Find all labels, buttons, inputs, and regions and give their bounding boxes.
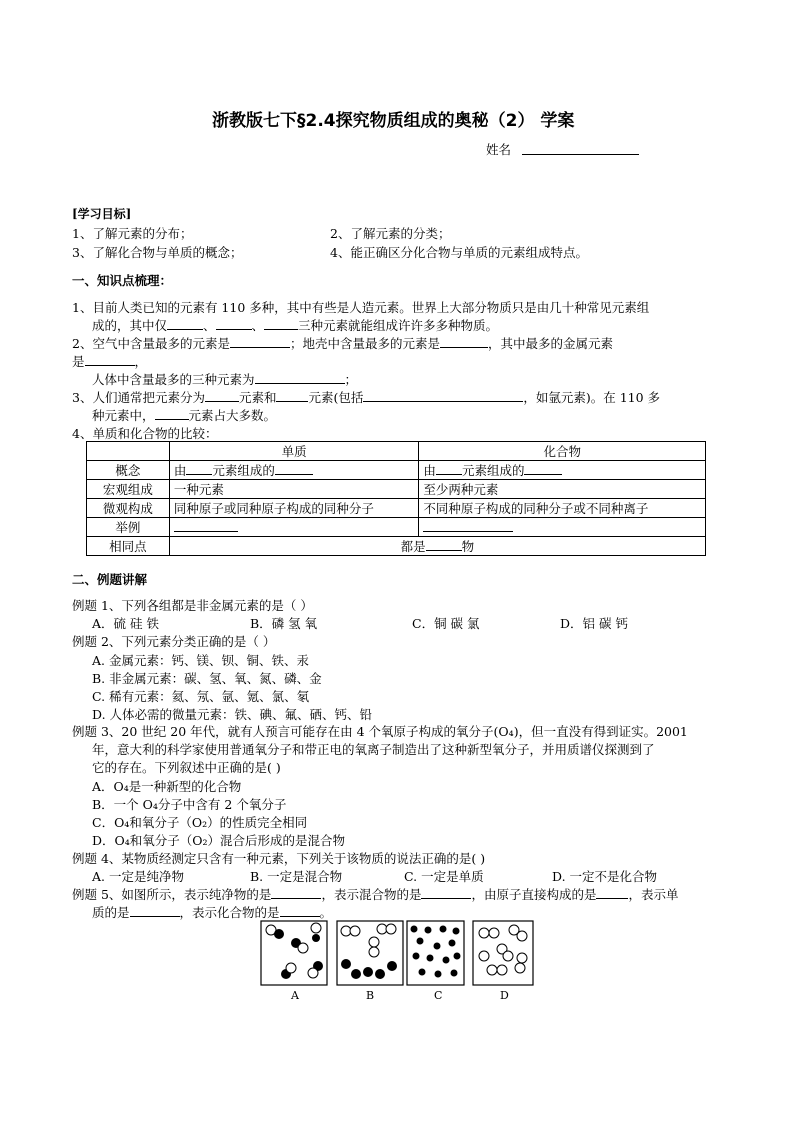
example-2-option-c[interactable]: C. 稀有元素：氦、氖、氩、氪、氯、氡 — [92, 689, 310, 704]
blank[interactable] — [363, 389, 523, 402]
table-header-cell — [87, 442, 170, 461]
row-label: 举例 — [87, 518, 170, 537]
example-3-option-b[interactable]: B．一个 O₄分子中含有 2 个氧分子 — [92, 797, 287, 812]
table-cell — [419, 518, 706, 537]
blank[interactable] — [271, 886, 321, 899]
example-1: 例题 1、下列各组都是非金属元素的是（ ） — [72, 598, 313, 613]
table-cell: 不同种原子构成的同种分子或不同种离子 — [419, 499, 706, 518]
blank[interactable] — [280, 904, 320, 917]
example-4-option-d[interactable]: D. 一定不是化合物 — [552, 869, 658, 884]
example-5-line1: 例题 5、如图所示，表示纯净物的是 ，表示混合物的是 ，由原子直接构成的是 ，表示单 — [72, 887, 679, 902]
q3-line1: 3、人们通常把元素分为 元素和 元素(包括 ，如氩元素)。在 110 多 — [72, 390, 661, 405]
example-2: 例题 2、下列元素分类正确的是（ ） — [72, 634, 276, 649]
blank[interactable] — [85, 353, 135, 366]
diagram-b — [337, 921, 403, 985]
example-2-option-d[interactable]: D. 人体必需的微量元素：铁、碘、氟、硒、钙、铅 — [92, 707, 373, 722]
row-label: 概念 — [87, 461, 170, 480]
q2-line1: 2、空气中含量最多的元素是 ；地壳中含量最多的元素是 ，其中最多的金属元素 — [72, 336, 613, 351]
page-title: 浙教版七下§2.4探究物质组成的奥秘（2） 学案 — [212, 111, 575, 131]
table-row — [87, 499, 706, 518]
example-4: 例题 4、某物质经测定只含有一种元素，下列关于该物质的说法正确的是( ) — [72, 851, 486, 866]
example-2-option-b[interactable]: B. 非金属元素：碳、氢、氧、氮、磷、金 — [92, 671, 322, 686]
particle-diagrams — [258, 918, 538, 1006]
q1-line2: 成的，其中仅 、 、 三种元素就能组成许许多多种物质。 — [92, 318, 499, 333]
table-row — [87, 537, 706, 556]
table-cell: 由 元素组成的 — [169, 461, 419, 480]
table-cell — [169, 518, 419, 537]
table-header-cell: 单质 — [169, 442, 419, 461]
blank[interactable] — [596, 886, 628, 899]
objectives-heading: [学习目标] — [72, 207, 132, 221]
blank[interactable] — [167, 317, 203, 330]
objective-1: 1、了解元素的分布； — [72, 226, 193, 241]
example-1-option-d[interactable]: D．铝 碳 钙 — [560, 616, 628, 631]
table-row — [87, 480, 706, 499]
blank[interactable] — [436, 462, 462, 475]
example-1-option-a[interactable]: A．硫 硅 铁 — [92, 616, 159, 631]
table-row — [87, 518, 706, 537]
table-cell: 都是 物 — [169, 537, 705, 556]
example-3-line3: 它的存在。下列叙述中正确的是( ) — [92, 760, 281, 775]
q2-line2: 是 ， — [72, 354, 148, 369]
row-label: 宏观组成 — [87, 480, 170, 499]
row-label: 微观构成 — [87, 499, 170, 518]
diagram-c — [407, 921, 464, 985]
name-field[interactable] — [522, 140, 639, 155]
example-4-option-c[interactable]: C. 一定是单质 — [404, 869, 484, 884]
blank[interactable] — [230, 335, 290, 348]
blank[interactable] — [216, 317, 252, 330]
example-3-option-d[interactable]: D．O₄和氧分子（O₂）混合后形成的是混合物 — [92, 833, 346, 848]
example-3-option-c[interactable]: C．O₄和氧分子（O₂）的性质完全相同 — [92, 815, 308, 830]
row-label: 相同点 — [87, 537, 170, 556]
q1-line1: 1、目前人类已知的元素有 110 多种，其中有些是人造元素。世界上大部分物质只是由几十种常见元素组 — [72, 300, 650, 315]
blank[interactable] — [255, 371, 345, 384]
example-5-line2: 质的是 ，表示化合物的是 。 — [92, 905, 333, 920]
blank[interactable] — [174, 519, 238, 532]
blank[interactable] — [276, 389, 308, 402]
q3-line2: 种元素中， 元素占大多数。 — [92, 408, 277, 423]
blank[interactable] — [440, 335, 488, 348]
blank[interactable] — [205, 389, 239, 402]
blank[interactable] — [155, 407, 189, 420]
table-cell: 至少两种元素 — [419, 480, 706, 499]
example-3-line1: 例题 3、20 世纪 20 年代，就有人预言可能存在由 4 个氧原子构成的氧分子(O₄)，但一直没有得到证实。2001 — [72, 724, 688, 739]
table-row — [87, 461, 706, 480]
blank[interactable] — [421, 886, 471, 899]
blank[interactable] — [130, 904, 180, 917]
table-cell: 同种原子或同种原子构成的同种分子 — [169, 499, 419, 518]
table-header-row — [87, 442, 706, 461]
objective-3: 3、了解化合物与单质的概念； — [72, 245, 243, 260]
example-4-option-b[interactable]: B. 一定是混合物 — [250, 869, 343, 884]
section1-heading: 一、知识点梳理： — [72, 273, 173, 288]
example-4-option-a[interactable]: A. 一定是纯净物 — [92, 869, 184, 884]
objective-2: 2、了解元素的分类； — [330, 226, 451, 241]
example-1-option-c[interactable]: C．铜 碳 氯 — [412, 616, 480, 631]
blank[interactable] — [524, 462, 562, 475]
objective-4: 4、能正确区分化合物与单质的元素组成特点。 — [330, 245, 588, 260]
section2-heading: 二、例题讲解 — [72, 572, 148, 587]
blank[interactable] — [426, 538, 462, 551]
blank[interactable] — [275, 462, 313, 475]
table-header-cell: 化合物 — [419, 442, 706, 461]
diagram-label-b: B — [366, 989, 375, 1002]
diagram-label-d: D — [500, 989, 509, 1002]
example-1-option-b[interactable]: B．磷 氢 氧 — [250, 616, 318, 631]
example-2-option-a[interactable]: A. 金属元素：钙、镁、钡、铜、铁、汞 — [92, 653, 309, 668]
blank[interactable] — [423, 519, 513, 532]
diagram-label-a: A — [291, 989, 299, 1002]
example-3-line2: 年，意大利的科学家使用普通氧分子和带正电的氧离子制造出了这种新型氧分子，并用质谱仪探测到了 — [92, 742, 655, 757]
comparison-table — [86, 441, 706, 556]
name-label: 姓名 — [486, 142, 512, 157]
diagram-a — [261, 921, 327, 985]
q2-line3: 人体中含量最多的三种元素为 ； — [92, 372, 358, 387]
q4-label: 4、单质和化合物的比较： — [72, 426, 218, 441]
diagram-label-c: C — [434, 989, 443, 1002]
blank[interactable] — [186, 462, 212, 475]
example-3-option-a[interactable]: A．O₄是一种新型的化合物 — [92, 779, 242, 794]
table-cell: 一种元素 — [169, 480, 419, 499]
table-cell: 由 元素组成的 — [419, 461, 706, 480]
diagram-d — [473, 921, 533, 985]
blank[interactable] — [264, 317, 298, 330]
